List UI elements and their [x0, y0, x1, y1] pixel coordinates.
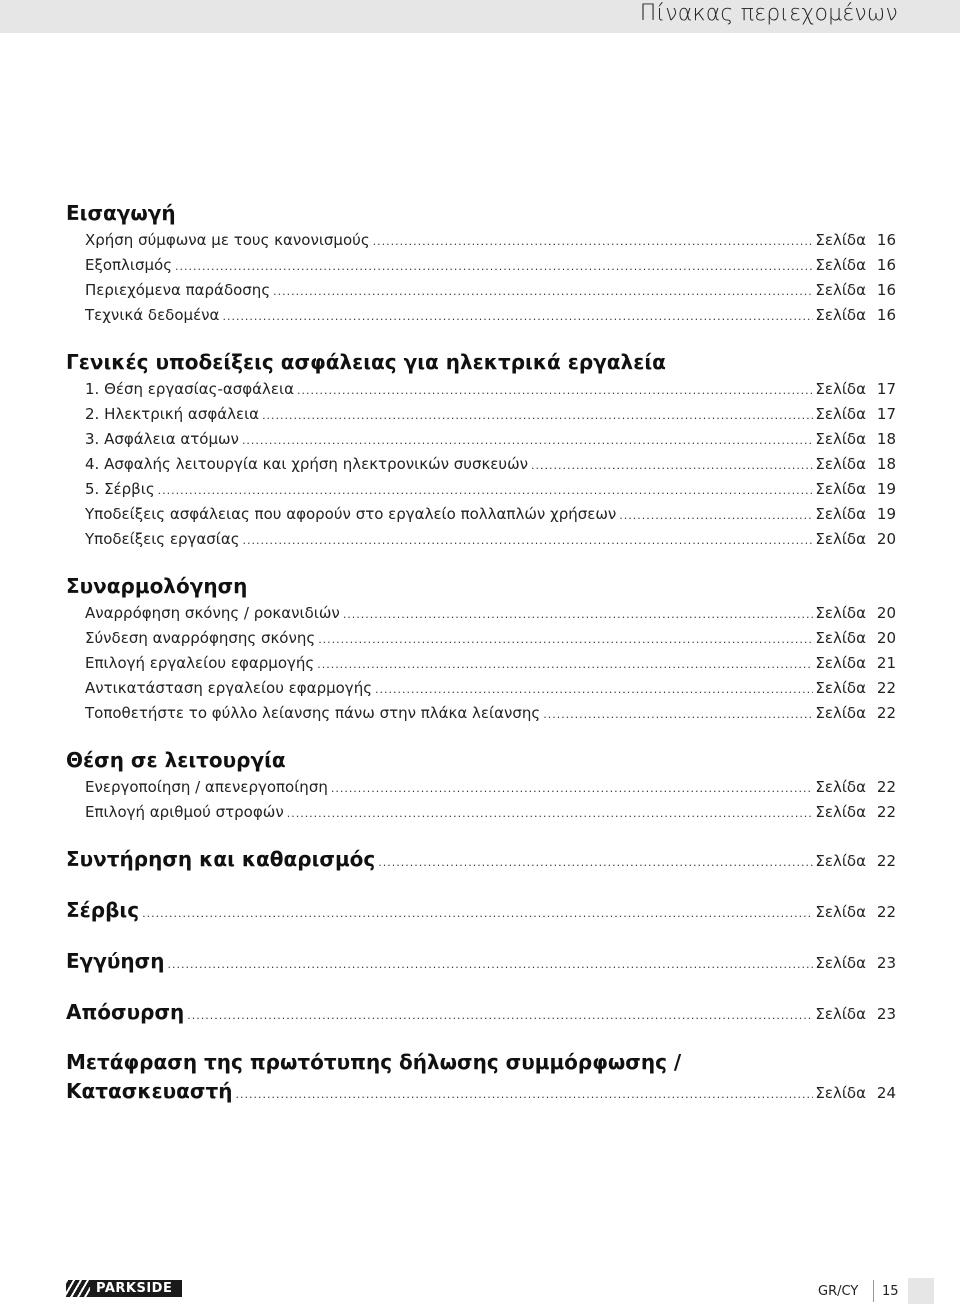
page-word: Σελίδα — [815, 281, 866, 299]
page-word: Σελίδα — [815, 778, 866, 796]
page-word: Σελίδα — [815, 803, 866, 821]
page-number: 22 — [876, 852, 896, 870]
toc-entry-label: Εξοπλισμός — [85, 256, 173, 274]
toc-entry-label: Ενεργοποίηση / απενεργοποίηση — [85, 778, 328, 796]
page-number: 17 — [876, 380, 896, 398]
page-word: Σελίδα — [815, 954, 866, 972]
page-number: 19 — [876, 505, 896, 523]
toc-entry-page — [815, 228, 896, 253]
dot-leader — [373, 229, 814, 254]
toc-entry-page — [815, 800, 896, 825]
page-word: Σελίδα — [815, 256, 866, 274]
toc-entry[interactable] — [66, 775, 896, 800]
dot-leader — [375, 677, 813, 702]
toc-entry-label: 2. Ηλεκτρική ασφάλεια — [85, 405, 260, 423]
dot-leader — [262, 403, 813, 428]
page-word: Σελίδα — [815, 231, 866, 249]
page-word: Σελίδα — [815, 505, 866, 523]
dot-leader — [242, 428, 813, 453]
page-number: 18 — [876, 430, 896, 448]
toc-entry-page — [815, 626, 896, 651]
dot-leader — [531, 453, 813, 478]
section-heading: Εισαγωγή — [66, 201, 176, 225]
toc-entry[interactable] — [66, 402, 896, 427]
toc-heading-entry-service[interactable] — [66, 895, 896, 925]
toc-entry-page — [815, 402, 896, 427]
toc-entry-page — [815, 651, 896, 676]
dot-leader — [317, 652, 813, 677]
dot-leader — [222, 304, 813, 329]
page-word: Σελίδα — [815, 455, 866, 473]
dot-leader — [142, 899, 813, 929]
section-heading: Συναρμολόγηση — [66, 574, 248, 598]
dot-leader — [175, 254, 813, 279]
dot-leader — [343, 602, 814, 627]
toc-entry[interactable] — [66, 427, 896, 452]
toc-entry-page — [815, 948, 896, 978]
toc-heading-label-line1: Μετάφραση της πρωτότυπης δήλωσης συμμόρφωσης / — [66, 1050, 682, 1074]
page-word: Σελίδα — [815, 629, 866, 647]
page-number: 22 — [876, 679, 896, 697]
page-word: Σελίδα — [815, 903, 866, 921]
page-number: 24 — [876, 1084, 896, 1102]
toc-entry-page — [815, 701, 896, 726]
dot-leader — [331, 776, 814, 801]
toc-entry-label: Επιλογή εργαλείου εφαρμογής — [85, 654, 315, 672]
toc-entry-page — [815, 502, 896, 527]
page-title: Πίνακας περιεχομένων — [639, 1, 898, 26]
toc-entry-label: Περιεχόμενα παράδοσης — [85, 281, 271, 299]
section-heading: Θέση σε λειτουργία — [66, 748, 286, 772]
page-number: 17 — [876, 405, 896, 423]
dot-leader — [167, 950, 813, 980]
toc-entry-label: 3. Ασφάλεια ατόμων — [85, 430, 239, 448]
toc-entry-page — [815, 897, 896, 927]
toc-entry-page — [815, 427, 896, 452]
toc-entry[interactable] — [66, 527, 896, 552]
page-number: 16 — [876, 281, 896, 299]
logo-stripes-icon — [66, 1280, 90, 1297]
toc-entry[interactable] — [66, 601, 896, 626]
dot-leader — [235, 1080, 813, 1110]
toc-section-safety — [66, 347, 896, 552]
page-number: 19 — [876, 480, 896, 498]
page-word: Σελίδα — [815, 654, 866, 672]
toc-entry-page — [815, 477, 896, 502]
toc-entry[interactable] — [66, 676, 896, 701]
page-word: Σελίδα — [815, 530, 866, 548]
toc-entry[interactable] — [66, 626, 896, 651]
toc-heading-label: Απόσυρση — [66, 1000, 185, 1024]
toc-entry-label: Τεχνικά δεδομένα — [85, 306, 220, 324]
page-number: 22 — [876, 704, 896, 722]
page-word: Σελίδα — [815, 604, 866, 622]
dot-leader — [287, 801, 814, 826]
toc-entry-label: 1. Θέση εργασίας-ασφάλεια — [85, 380, 294, 398]
toc-entry[interactable] — [66, 800, 896, 825]
page-word: Σελίδα — [815, 1084, 866, 1102]
toc-section-operation — [66, 745, 896, 825]
page-number: 20 — [876, 629, 896, 647]
dot-leader — [543, 702, 813, 727]
toc-heading-label: Σέρβις — [66, 898, 140, 922]
page-number: 22 — [876, 803, 896, 821]
locale-code: GR/CY — [818, 1284, 859, 1299]
page-number: 23 — [876, 954, 896, 972]
toc-entry-page — [815, 775, 896, 800]
page-word: Σελίδα — [815, 704, 866, 722]
toc-heading-line2 — [66, 1076, 896, 1106]
toc-section-introduction — [66, 198, 896, 328]
page-word: Σελίδα — [815, 306, 866, 324]
toc-entry-page — [815, 253, 896, 278]
page-word: Σελίδα — [815, 405, 866, 423]
toc-heading-entry-disposal[interactable] — [66, 997, 896, 1027]
toc-entry[interactable] — [66, 477, 896, 502]
page-number: 16 — [876, 306, 896, 324]
toc-entry-label: Υποδείξεις ασφάλειας που αφορούν στο εργαλείο πολλαπλών χρήσεων — [85, 505, 617, 523]
toc-entry-page — [815, 527, 896, 552]
toc-entry[interactable] — [66, 701, 896, 726]
dot-leader — [158, 478, 814, 503]
page-word: Σελίδα — [815, 480, 866, 498]
table-of-contents — [66, 198, 896, 1106]
toc-entry-page — [815, 601, 896, 626]
toc-entry-label: Αντικατάσταση εργαλείου εφαρμογής — [85, 679, 372, 697]
page-word: Σελίδα — [815, 852, 866, 870]
toc-entry[interactable] — [66, 651, 896, 676]
page-number: 20 — [876, 604, 896, 622]
toc-entry-label: Επιλογή αριθμού στροφών — [85, 803, 284, 821]
toc-heading-label: Εγγύηση — [66, 949, 165, 973]
toc-entry-label: Σύνδεση αναρρόφησης σκόνης — [85, 629, 316, 647]
page-word: Σελίδα — [815, 380, 866, 398]
dot-leader — [619, 503, 813, 528]
toc-entry-label: Αναρρόφηση σκόνης / ροκανιδιών — [85, 604, 340, 622]
toc-entry[interactable] — [66, 253, 896, 278]
page-number: 23 — [876, 1005, 896, 1023]
toc-entry-label: Τοποθετήστε το φύλλο λείανσης πάνω στην πλάκα λείανσης — [85, 704, 541, 722]
footer-divider — [873, 1280, 874, 1302]
toc-heading-entry-declaration[interactable] — [66, 1048, 896, 1106]
dot-leader — [297, 378, 813, 403]
toc-entry-label: Χρήση σύμφωνα με τους κανονισμούς — [85, 231, 370, 249]
toc-entry-page — [815, 377, 896, 402]
page-number: 22 — [876, 778, 896, 796]
toc-entry-page — [815, 999, 896, 1029]
toc-entry[interactable] — [66, 452, 896, 477]
toc-entry-page — [815, 303, 896, 328]
toc-section-assembly — [66, 571, 896, 726]
dot-leader — [187, 1001, 813, 1031]
toc-entry-label: 5. Σέρβις — [85, 480, 155, 498]
toc-entry[interactable] — [66, 502, 896, 527]
toc-entry-page — [815, 1078, 896, 1108]
toc-entry-label: 4. Ασφαλής λειτουργία και χρήση ηλεκτρονικών συσκευών — [85, 455, 529, 473]
page-number: 16 — [876, 256, 896, 274]
page-word: Σελίδα — [815, 679, 866, 697]
toc-entry-page — [815, 676, 896, 701]
page-number: 16 — [876, 231, 896, 249]
dot-leader — [243, 528, 814, 553]
toc-heading-label: Συντήρηση και καθαρισμός — [66, 847, 376, 871]
toc-entry-page — [815, 278, 896, 303]
page-number: 21 — [876, 654, 896, 672]
toc-heading-label-line2: Κατασκευαστή — [66, 1079, 233, 1103]
section-heading: Γενικές υποδείξεις ασφάλειας για ηλεκτρικά εργαλεία — [66, 350, 666, 374]
toc-entry-page — [815, 452, 896, 477]
dot-leader — [318, 627, 813, 652]
page-number: 22 — [876, 903, 896, 921]
brand-logo — [66, 1280, 182, 1297]
toc-entry-page — [815, 846, 896, 876]
toc-entry[interactable] — [66, 303, 896, 328]
page-word: Σελίδα — [815, 1005, 866, 1023]
dot-leader — [378, 848, 813, 878]
footer-tab-marker — [908, 1278, 934, 1304]
toc-entry[interactable] — [66, 377, 896, 402]
toc-entry[interactable] — [66, 228, 896, 253]
dot-leader — [273, 279, 813, 304]
toc-heading-entry-maintenance[interactable] — [66, 844, 896, 874]
page-number: 20 — [876, 530, 896, 548]
brand-name: PARKSIDE — [96, 1281, 173, 1296]
page-number: 18 — [876, 455, 896, 473]
toc-entry-label: Υποδείξεις εργασίας — [85, 530, 240, 548]
toc-heading-entry-warranty[interactable] — [66, 946, 896, 976]
page-number-footer: 15 — [882, 1284, 899, 1299]
toc-entry[interactable] — [66, 278, 896, 303]
page-word: Σελίδα — [815, 430, 866, 448]
